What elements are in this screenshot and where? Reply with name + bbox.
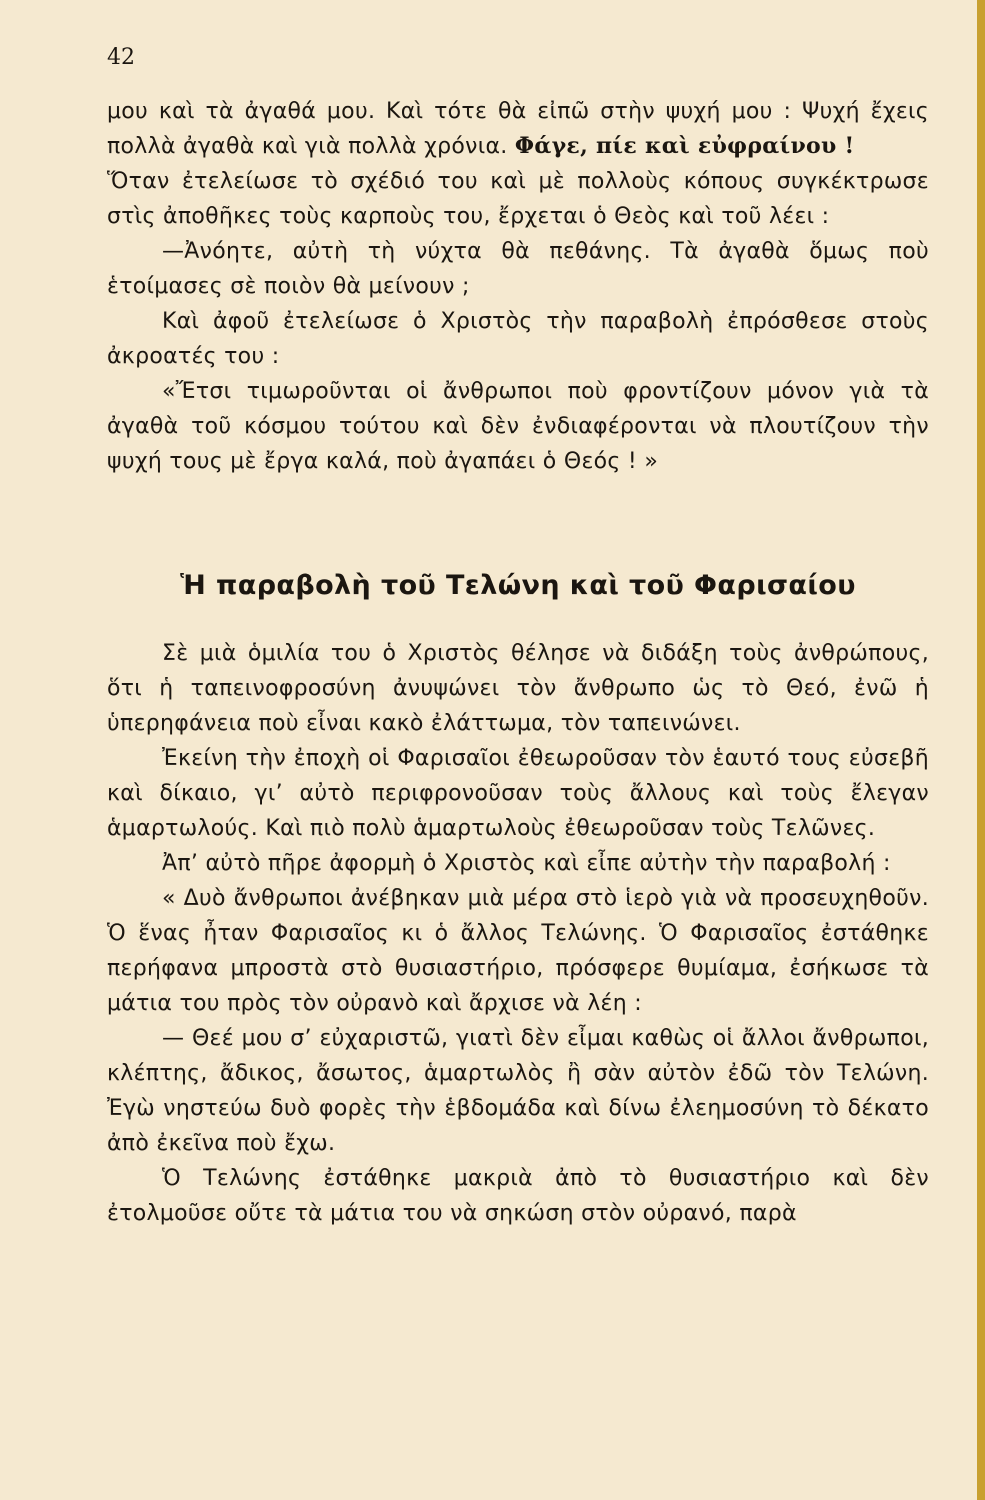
page-number: 42 <box>107 45 135 70</box>
paragraph-7: Ἐκείνη τὴν ἐποχὴ οἱ Φαρισαῖοι ἐθεωροῦσαν τὸν ἑαυτό τους εὐσεβῆ καὶ δίκαιο, γι’ αὐτὸ περιφρονοῦσαν τοὺς ἄλλους καὶ τοὺς ἔλεγαν ἁμαρτωλούς. Καὶ πιὸ πολὺ ἁμαρτωλοὺς ἐθεωροῦσαν τοὺς Τελῶνες. <box>107 746 929 841</box>
text-block-bottom <box>107 636 929 1231</box>
text-block-top <box>107 94 929 479</box>
section-heading: Ἡ παραβολὴ τοῦ Τελώνη καὶ τοῦ Φαρισαίου <box>180 570 856 601</box>
paragraph-5: «Ἔτσι τιμωροῦνται οἱ ἄνθρωποι ποὺ φροντίζουν μόνον γιὰ τὰ ἀγαθὰ τοῦ κόσμου τούτου καὶ δὲν ἐνδιαφέρονται νὰ πλουτίζουν τὴν ψυχή τους μὲ ἔργα καλά, ποὺ ἀγαπάει ὁ Θεός ! » <box>107 379 929 474</box>
paragraph-9: « Δυὸ ἄνθρωποι ἀνέβηκαν μιὰ μέρα στὸ ἱερὸ γιὰ νὰ προσευχηθοῦν. Ὁ ἕνας ἦταν Φαρισαῖος κι ὁ ἄλλος Τελώνης. Ὁ Φαρισαῖος ἐστάθηκε περήφανα μπροστὰ στὸ θυσιαστήριο, πρόσφερε θυμίαμα, ἐσήκωσε τὰ μάτια του πρὸς τὸν οὐρανὸ καὶ ἄρχισε νὰ λέη : <box>107 886 929 1016</box>
paragraph-3: —Ἀνόητε, αὐτὴ τὴ νύχτα θὰ πεθάνης. Τὰ ἀγαθὰ ὅμως ποὺ ἑτοίμασες σὲ ποιὸν θὰ μείνουν ; <box>107 239 929 299</box>
paragraph-1-text: μου καὶ τὰ ἀγαθά μου. Καὶ τότε θὰ εἰπῶ στὴν ψυχή μου : Ψυχή ἔχεις πολλὰ ἀγαθὰ καὶ γιὰ πολλὰ χρόνια. <box>107 99 929 159</box>
paragraph-11: Ὁ Τελώνης ἐστάθηκε μακριὰ ἀπὸ τὸ θυσιαστήριο καὶ δὲν ἐτολμοῦσε οὔτε τὰ μάτια του νὰ σηκώση στὸν οὐρανό, παρὰ <box>107 1166 929 1226</box>
paragraph-10: — Θεέ μου σ’ εὐχαριστῶ, γιατὶ δὲν εἶμαι καθὼς οἱ ἄλλοι ἄνθρωποι, κλέπτης, ἄδικος, ἄσωτος, ἁμαρτωλὸς ἢ σὰν αὐτὸν ἐδῶ τὸν Τελώνη. Ἐγὼ νηστεύω δυὸ φορὲς τὴν ἑβδομάδα καὶ δίνω ἐλεημοσύνη τὸ δέκατο ἀπὸ ἐκεῖνα ποὺ ἔχω. <box>107 1026 929 1156</box>
paragraph-6: Σὲ μιὰ ὁμιλία του ὁ Χριστὸς θέλησε νὰ διδάξη τοὺς ἀνθρώπους, ὅτι ἡ ταπεινοφροσύνη ἀνυψώνει τὸν ἄνθρωπο ὡς τὸ Θεό, ἐνῶ ἡ ὑπερηφάνεια ποὺ εἶναι κακὸ ἐλάττωμα, τὸν ταπεινώνει. <box>107 641 929 736</box>
paragraph-4: Καὶ ἀφοῦ ἐτελείωσε ὁ Χριστὸς τὴν παραβολὴ ἐπρόσθεσε στοὺς ἀκροατές του : <box>107 309 929 369</box>
paragraph-1 <box>107 94 929 164</box>
paragraph-8: Ἀπ’ αὐτὸ πῆρε ἀφορμὴ ὁ Χριστὸς καὶ εἶπε αὐτὴν τὴν παραβολή : <box>162 851 891 876</box>
page-edge <box>977 0 985 1500</box>
paragraph-2: Ὅταν ἐτελείωσε τὸ σχέδιό του καὶ μὲ πολλοὺς κόπους συγκέκτρωσε στὶς ἀποθῆκες τοὺς καρποὺς του, ἔρχεται ὁ Θεὸς καὶ τοῦ λέει : <box>107 169 929 229</box>
paragraph-1-emphasis: Φάγε, πίε καὶ εὐφραίνου ! <box>514 133 855 159</box>
